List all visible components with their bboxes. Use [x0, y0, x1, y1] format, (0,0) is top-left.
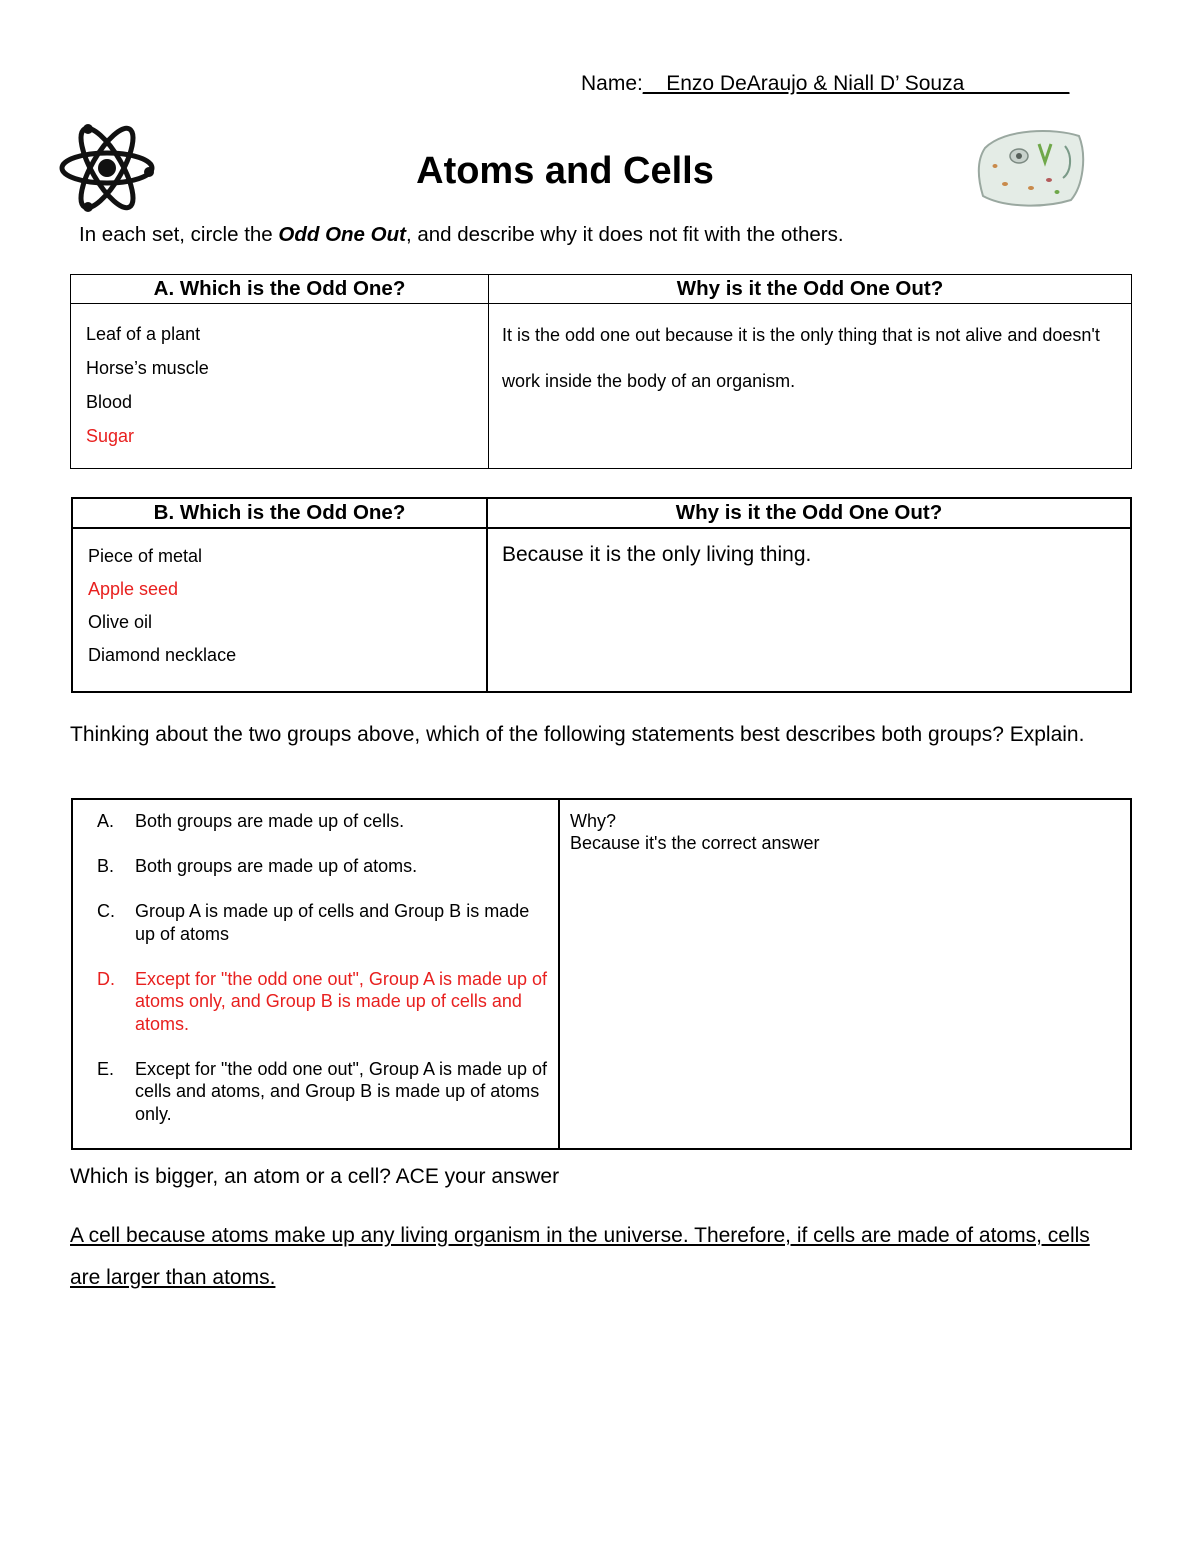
table-b-answer: Because it is the only living thing.: [502, 543, 812, 566]
table-a-items-cell: [71, 304, 489, 469]
odd-one-table-b: [71, 497, 1132, 693]
instructions: [79, 223, 844, 247]
option-letter: E.: [97, 1058, 115, 1079]
table-b-items-cell: [72, 528, 487, 692]
option-text: Both groups are made up of cells.: [135, 811, 405, 831]
name-value[interactable]: __Enzo DeAraujo & Niall D’ Souza_________: [642, 72, 1070, 95]
name-label: Name:: [581, 72, 643, 95]
table-a-item-selected: Sugar: [86, 426, 135, 446]
option-b[interactable]: [97, 855, 548, 878]
option-text: Both groups are made up of atoms.: [135, 856, 418, 876]
option-letter: A.: [97, 811, 115, 831]
option-d-selected[interactable]: [97, 968, 548, 1036]
table-a-header-right: Why is it the Odd One Out?: [489, 275, 1132, 304]
statements-why-cell[interactable]: [559, 799, 1131, 1149]
table-b-item: Diamond necklace: [88, 645, 237, 665]
name-line: [581, 72, 1069, 96]
option-a[interactable]: [97, 810, 548, 833]
option-letter: C.: [97, 901, 115, 921]
table-b-header-right: Why is it the Odd One Out?: [487, 498, 1131, 528]
option-text: Except for "the odd one out", Group A is made up of cells and atoms, and Group B is made up of atoms only.: [135, 1058, 548, 1124]
table-a-item: Blood: [86, 392, 133, 412]
why-answer: Because it's the correct answer: [570, 833, 820, 853]
instructions-before: In each set, circle the: [79, 223, 279, 246]
odd-one-table-a: [70, 274, 1132, 469]
table-a-answer: It is the odd one out because it is the only thing that is not alive and doesn't work inside the body of an organism.: [502, 325, 1100, 391]
table-a-item: Horse’s muscle: [86, 358, 209, 378]
size-question: Which is bigger, an atom or a cell? ACE your answer: [70, 1165, 560, 1188]
size-answer[interactable]: A cell because atoms make up any living organism in the universe. Therefore, if cells are made of atoms, cells are larger than atoms.: [70, 1224, 1090, 1289]
table-b-item: Piece of metal: [88, 546, 203, 566]
option-e[interactable]: [97, 1058, 548, 1126]
table-b-answer-cell[interactable]: [487, 528, 1131, 692]
statements-options-cell: [72, 799, 559, 1149]
why-label: Why?: [570, 811, 617, 831]
table-b-item: Olive oil: [88, 612, 153, 632]
option-letter: B.: [97, 856, 115, 876]
table-b-item-selected: Apple seed: [88, 579, 179, 599]
option-letter: D.: [97, 968, 115, 989]
option-c[interactable]: [97, 900, 548, 945]
table-a-item: Leaf of a plant: [86, 324, 201, 344]
table-a-answer-cell[interactable]: [489, 304, 1132, 469]
table-b-header-left: B. Which is the Odd One?: [72, 498, 487, 528]
thinking-prompt: Thinking about the two groups above, which of the following statements best describes both groups? Explain.: [70, 723, 1085, 746]
instructions-after: , and describe why it does not fit with the others.: [405, 223, 844, 246]
option-text: Group A is made up of cells and Group B is made up of atoms: [135, 901, 530, 944]
option-text: Except for "the odd one out", Group A is made up of atoms only, and Group B is made up of cells and atoms.: [135, 968, 548, 1034]
instructions-emphasis: Odd One Out: [278, 223, 406, 246]
table-a-header-left: A. Which is the Odd One?: [71, 275, 489, 304]
statements-table: [71, 798, 1132, 1150]
page-title: Atoms and Cells: [416, 150, 714, 192]
